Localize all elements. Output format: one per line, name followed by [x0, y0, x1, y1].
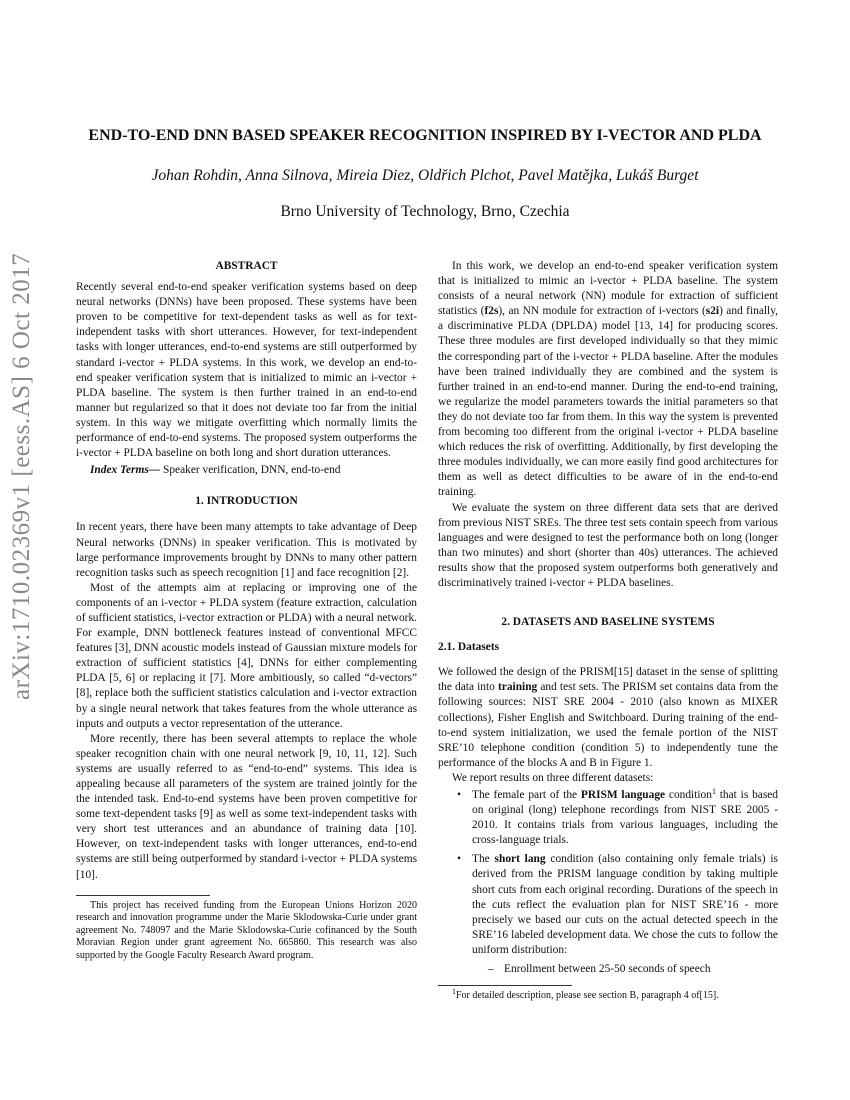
b1-text-a: The female part of the — [472, 789, 581, 801]
bullet-mark: • — [457, 789, 461, 801]
list-item — [438, 788, 778, 848]
index-terms — [76, 463, 417, 478]
bullet-mark: • — [457, 853, 461, 866]
left-column — [76, 259, 417, 963]
index-terms-label: Index Terms— — [90, 464, 161, 477]
p3-text-a: We followed the design of the PRISM[15] dataset in the sense of splitting the data into — [438, 666, 778, 694]
right-paragraph-3 — [438, 665, 778, 771]
right-column — [438, 259, 778, 1003]
dash-mark: – — [488, 963, 494, 976]
abstract-heading: ABSTRACT — [215, 260, 278, 272]
right-paragraph-4: We report results on three different datasets: — [452, 771, 654, 784]
b2-text-a: The — [472, 853, 495, 866]
index-terms-text: Speaker verification, DNN, end-to-end — [163, 464, 341, 477]
footnote-marker: 1 — [711, 787, 716, 796]
footnote-number: 1 — [452, 987, 456, 997]
arxiv-identifier: arXiv:1710.02369v1 [eess.AS] 6 Oct 2017 — [8, 252, 35, 700]
prism-language-term: PRISM language — [580, 789, 666, 801]
p3-text-b: and test sets. The PRISM set contains data from the following sources: NIST SRE 2004 - 2010 (also known as MIXER collections), Fisher English and Switchboard. During training of the end-to-end system initialization, we used the female portion of the NIST SRE’10 telephone condition (condition 5) to independently tune the performance of the blocks A and B in Figure 1. — [438, 681, 778, 769]
b2-text-b: condition (also containing only female trials) is derived from the PRISM language condition by taking multiple short cuts from each original recording. Durations of the speech in the cuts reflect the evaluation plan for NIST SRE’16 - more precisely we based our cuts on the actual detected speech in the SRE’16 labeled development data. We chose the cuts to follow the uniform distribution: — [472, 853, 778, 956]
introduction-heading: 1. INTRODUCTION — [195, 495, 298, 508]
footnote-text: For detailed description, please see section B, paragraph 4 of[15]. — [456, 990, 719, 1002]
p1-text-a: In this work, we develop an end-to-end speaker verification system that is initialized to mimic an i-vector + PLDA baseline. The system consists of a neural network (NN) module for extraction of sufficient statistics ( — [438, 260, 778, 318]
list-item — [438, 962, 778, 977]
footnote-divider — [438, 985, 572, 986]
list-item — [438, 852, 778, 958]
funding-footnote: This project has received funding from the European Unions Horizon 2020 research and innovation programme under the Marie Sklodowska-Curie under grant agreement No. 748097 and the Marie Sklodowska-Curie cofinanced by the South Moravian Region under grant agreement No. 665860. This research was also supported by the Google Faculty Research Award program. — [76, 899, 417, 962]
footnote-divider — [76, 895, 210, 896]
datasets-subheading: 2.1. Datasets — [438, 641, 500, 654]
b1-text-b: condition — [665, 789, 712, 801]
datasets-heading: 2. DATASETS AND BASELINE SYSTEMS — [501, 616, 715, 629]
dash-item-text: Enrollment between 25-50 seconds of speech — [504, 963, 711, 976]
abstract-text: Recently several end-to-end speaker verification systems based on deep neural networks (DNNs) have been proposed. These systems have been proven to be competitive for text-dependent tasks as well as for text-independent tasks with short utterances. However, for text-independent tasks with longer utterances, end-to-end systems are still outperformed by standard i-vector + PLDA systems. In this work, we develop an end-to-end speaker verification system that is initialized to mimic an i-vector + PLDA baseline. The system is then further trained in an end-to-end manner but regularized so that it does not deviate too far from the initial system. In this way we mitigate overfitting which normally limits the performance of end-to-end systems. The proposed system outperforms the i-vector + PLDA baseline on both long and short duration utterances. — [76, 281, 417, 460]
affiliation: Brno University of Technology, Brno, Czechia — [280, 203, 570, 220]
training-term: training — [497, 681, 538, 694]
p1-text-c: ) and finally, a discriminative PLDA (DPLDA) model [13, 14] for producing scores. These three modules are first developed individually so that they mimic the corresponding part of the i-vector + PLDA baseline. After the modules have been trained individually they are combined and the system is further trained in an end-to-end manner. During the end-to-end training, we regularize the model parameters towards the initial parameters so that they do not deviate too far from them. In this way the system is prevented from becoming too different from the original i-vector + PLDA baseline which reduces the risk of overfitting. Additionally, by first developing the three modules individually, we can more easily find good architectures for them as well as detect difficulties to be aware of in the end-to-end training. — [438, 305, 779, 499]
p1-text-b: ), an NN module for extraction of i-vectors ( — [498, 305, 706, 318]
intro-paragraph-2: Most of the attempts aim at replacing or improving one of the components of an i-vector + PLDA system (feature extraction, calculation of sufficient statistics, i-vector extraction or PLDA) with a neural network. For example, DNN bottleneck features instead of conventional MFCC features [3], DNN acoustic models instead of Gaussian mixture models for extraction of sufficient statistics [4], DNNs for either complementing PLDA [5, 6] or replacing it [7]. More ambitiously, so called “d-vectors” [8], replace both the sufficient statistics calculation and i-vector extraction by a single neural network that takes features from the whole utterance as inputs and outputs a vector representation of the utterance. — [76, 581, 417, 730]
short-lang-term: short lang — [494, 853, 546, 866]
dataset-list — [438, 788, 778, 958]
dataset-footnote — [438, 987, 778, 1003]
intro-paragraph-3: More recently, there has been several attempts to replace the whole speaker recognition chain with one neural network [9, 10, 11, 12]. Such systems are usually referred to as “end-to-end” systems. This idea is appealing because all parameters of the system are trained jointly for the the intended task. End-to-end systems have been proven competitive for some text-dependent tasks [9] as well as some text-independent tasks with very short test utterances and an abundance of training data [10]. However, on text-independent tasks with longer utterances, end-to-end systems are still being outperformed by standard i-vector + PLDA systems [10]. — [76, 732, 417, 881]
right-paragraph-1 — [438, 259, 778, 501]
f2s-term: f2s — [484, 305, 499, 318]
author-list: Johan Rohdin, Anna Silnova, Mireia Diez, Oldřich Plchot, Pavel Matějka, Lukáš Burget — [151, 167, 699, 184]
intro-paragraph-1: In recent years, there have been many attempts to take advantage of Deep Neural networks (DNNs) in speaker verification. This is motivated by large performance improvements brought by DNNs to many other pattern recognition tasks such as speech recognition [1] and face recognition [2]. — [76, 521, 417, 579]
right-paragraph-2: We evaluate the system on three different data sets that are derived from previous NIST SREs. The three test sets contain speech from various languages and were designed to test the performance both on long (longer than two minutes) and short (shorter than 40s) utterances. The achieved results show that the proposed system outperforms both generatively and discriminatively trained i-vector + PLDA baselines. — [438, 501, 778, 589]
paper-title: END-TO-END DNN BASED SPEAKER RECOGNITION INSPIRED BY I-VECTOR AND PLDA — [88, 127, 762, 144]
s2i-term: s2i — [705, 305, 720, 318]
b1-text-c: that is based on original (long) telephone recordings from NIST SRE 2005 - 2010. It contains trials from various languages, including the cross-language trials. — [472, 789, 778, 847]
